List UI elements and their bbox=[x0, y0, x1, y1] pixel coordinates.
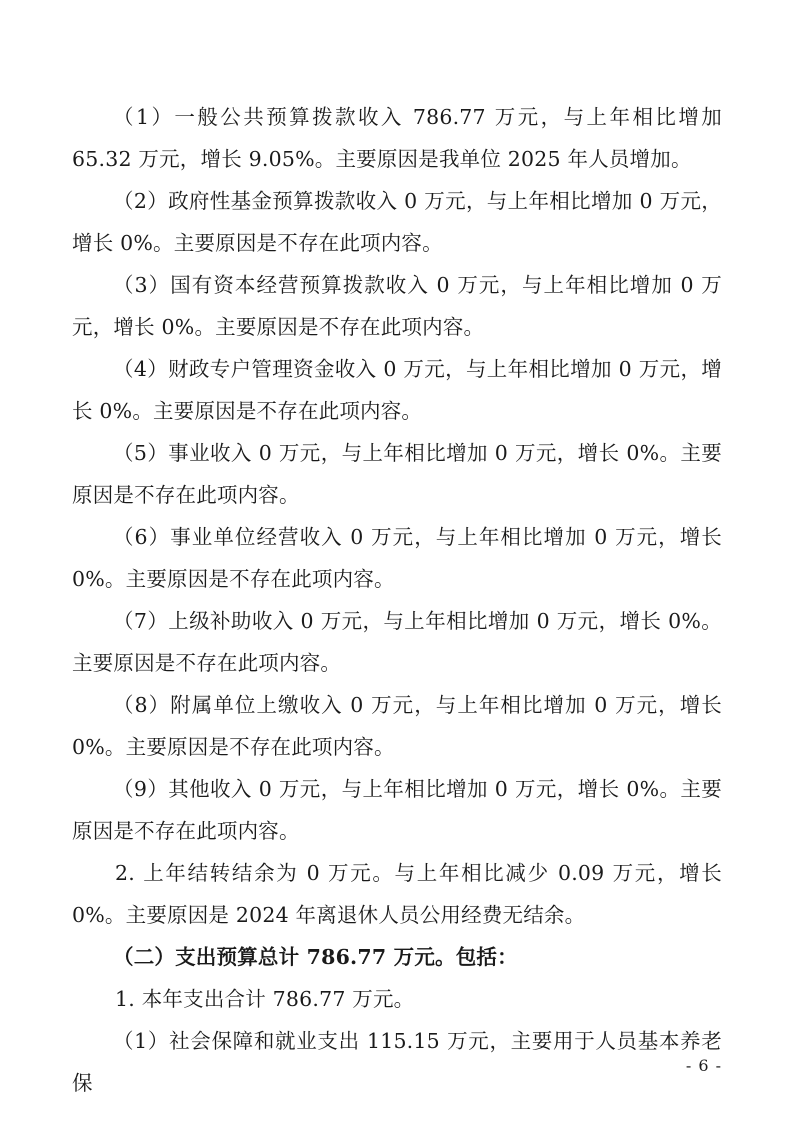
paragraph-5: （5）事业收入 0 万元，与上年相比增加 0 万元，增长 0%。主要原因是不存在此项内容。 bbox=[72, 441, 722, 507]
section-heading-expenditure-total: （二）支出预算总计 786.77 万元。包括： bbox=[113, 945, 518, 969]
paragraph-4: （4）财政专户管理资金收入 0 万元，与上年相比增加 0 万元，增长 0%。主要原因是不存在此项内容。 bbox=[72, 357, 722, 423]
paragraph-3: （3）国有资本经营预算拨款收入 0 万元，与上年相比增加 0 万元，增长 0%。主要原因是不存在此项内容。 bbox=[72, 273, 722, 339]
page-number: - 6 - bbox=[685, 1056, 722, 1075]
paragraph-7: （7）上级补助收入 0 万元，与上年相比增加 0 万元，增长 0%。主要原因是不存在此项内容。 bbox=[72, 609, 722, 675]
paragraph-8: （8）附属单位上缴收入 0 万元，与上年相比增加 0 万元，增长 0%。主要原因是不存在此项内容。 bbox=[72, 693, 722, 759]
paragraph-9: （9）其他收入 0 万元，与上年相比增加 0 万元，增长 0%。主要原因是不存在此项内容。 bbox=[72, 777, 722, 843]
paragraph-1: （1）一般公共预算拨款收入 786.77 万元，与上年相比增加 65.32 万元，增长 9.05%。主要原因是我单位 2025 年人员增加。 bbox=[72, 105, 722, 171]
paragraph-6: （6）事业单位经营收入 0 万元，与上年相比增加 0 万元，增长 0%。主要原因是不存在此项内容。 bbox=[72, 525, 722, 591]
paragraph-current-year-expenditure: 1. 本年支出合计 786.77 万元。 bbox=[115, 987, 415, 1011]
paragraph-2: （2）政府性基金预算拨款收入 0 万元，与上年相比增加 0 万元，增长 0%。主要原因是不存在此项内容。 bbox=[72, 189, 722, 255]
paragraph-carryover-balance: 2. 上年结转结余为 0 万元。与上年相比减少 0.09 万元，增长 0%。主要原因是 2024 年离退休人员公用经费无结余。 bbox=[72, 861, 722, 927]
paragraph-social-security-expenditure: （1）社会保障和就业支出 115.15 万元，主要用于人员基本养老保 bbox=[72, 1029, 722, 1095]
